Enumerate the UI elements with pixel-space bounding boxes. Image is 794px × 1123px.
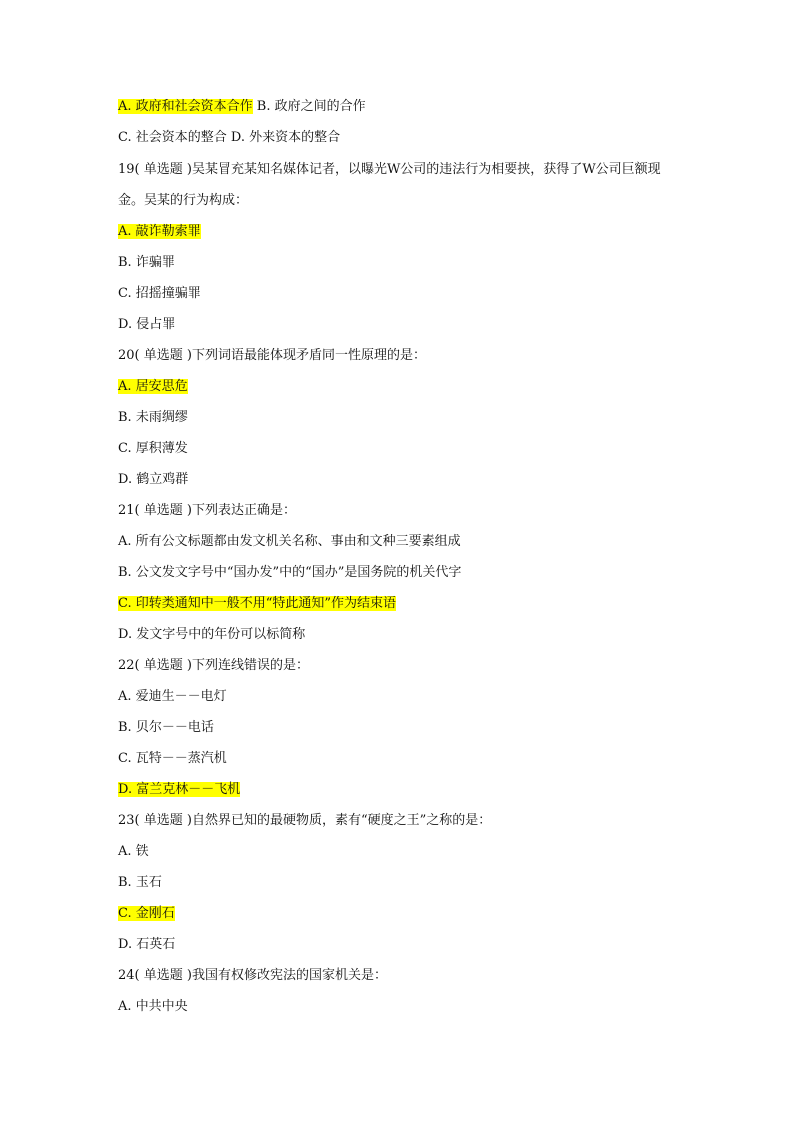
document-page [118, 97, 678, 1028]
text-segment: B. 贝尔－－电话 [118, 720, 214, 735]
highlighted-answer: D. 富兰克林－－飞机 [118, 782, 241, 797]
text-line [118, 470, 678, 490]
text-line [118, 439, 678, 459]
highlighted-answer: A. 敲诈勒索罪 [118, 224, 201, 239]
text-line [118, 811, 678, 831]
text-segment: 22( 单选题 )下列连线错误的是： [118, 658, 309, 673]
text-segment: 24( 单选题 )我国有权修改宪法的国家机关是： [118, 968, 387, 983]
text-line [118, 346, 678, 366]
text-line [118, 408, 678, 428]
text-line [118, 997, 678, 1017]
text-segment: B. 未雨绸缪 [118, 410, 188, 425]
text-segment: D. 发文字号中的年份可以标简称 [118, 627, 306, 642]
text-line [118, 284, 678, 304]
text-line [118, 625, 678, 645]
text-line [118, 966, 678, 986]
text-line [118, 563, 678, 583]
text-line [118, 501, 678, 521]
document-content [118, 97, 678, 1017]
text-line [118, 97, 678, 117]
text-segment: A. 铁 [118, 844, 149, 859]
text-line [118, 749, 678, 769]
text-line [118, 873, 678, 893]
text-segment: B. 诈骗罪 [118, 255, 175, 270]
text-segment: 23( 单选题 )自然界已知的最硬物质，素有“硬度之王”之称的是： [118, 813, 492, 828]
text-line [118, 154, 678, 216]
highlighted-answer: C. 印转类通知中一般不用“特此通知”作为结束语 [118, 596, 397, 611]
highlighted-answer: C. 金刚石 [118, 906, 175, 921]
text-line [118, 935, 678, 955]
text-segment: B. 政府之间的合作 [252, 99, 366, 114]
text-segment: D. 侵占罪 [118, 317, 176, 332]
text-line [118, 687, 678, 707]
text-segment: A. 中共中央 [118, 999, 188, 1014]
text-line [118, 253, 678, 273]
text-line [118, 222, 678, 242]
text-line [118, 780, 678, 800]
text-line [118, 656, 678, 676]
text-segment: 20( 单选题 )下列词语最能体现矛盾同一性原理的是： [118, 348, 426, 363]
text-segment: D. 石英石 [118, 937, 176, 952]
highlighted-answer: A. 政府和社会资本合作 [118, 99, 253, 114]
text-segment: 21( 单选题 )下列表达正确是： [118, 503, 296, 518]
text-line [118, 315, 678, 335]
text-segment: A. 所有公文标题都由发文机关名称、事由和文种三要素组成 [118, 534, 461, 549]
text-segment: A. 爱迪生－－电灯 [118, 689, 227, 704]
text-line [118, 128, 678, 148]
text-segment: C. 招摇撞骗罪 [118, 286, 201, 301]
text-segment: C. 社会资本的整合 D. 外来资本的整合 [118, 130, 341, 145]
text-line [118, 377, 678, 397]
text-segment: C. 厚积薄发 [118, 441, 188, 456]
text-segment: B. 玉石 [118, 875, 162, 890]
text-line [118, 594, 678, 614]
text-segment: D. 鹤立鸡群 [118, 472, 189, 487]
text-line [118, 718, 678, 738]
text-segment: C. 瓦特－－蒸汽机 [118, 751, 227, 766]
highlighted-answer: A. 居安思危 [118, 379, 188, 394]
text-line [118, 842, 678, 862]
text-line [118, 904, 678, 924]
text-segment: B. 公文发文字号中“国办发”中的“国办”是国务院的机关代字 [118, 565, 462, 580]
text-line [118, 532, 678, 552]
text-segment: 19( 单选题 )吴某冒充某知名媒体记者，以曝光W公司的违法行为相要挟，获得了W公司巨额现金。吴某的行为构成： [118, 162, 661, 208]
